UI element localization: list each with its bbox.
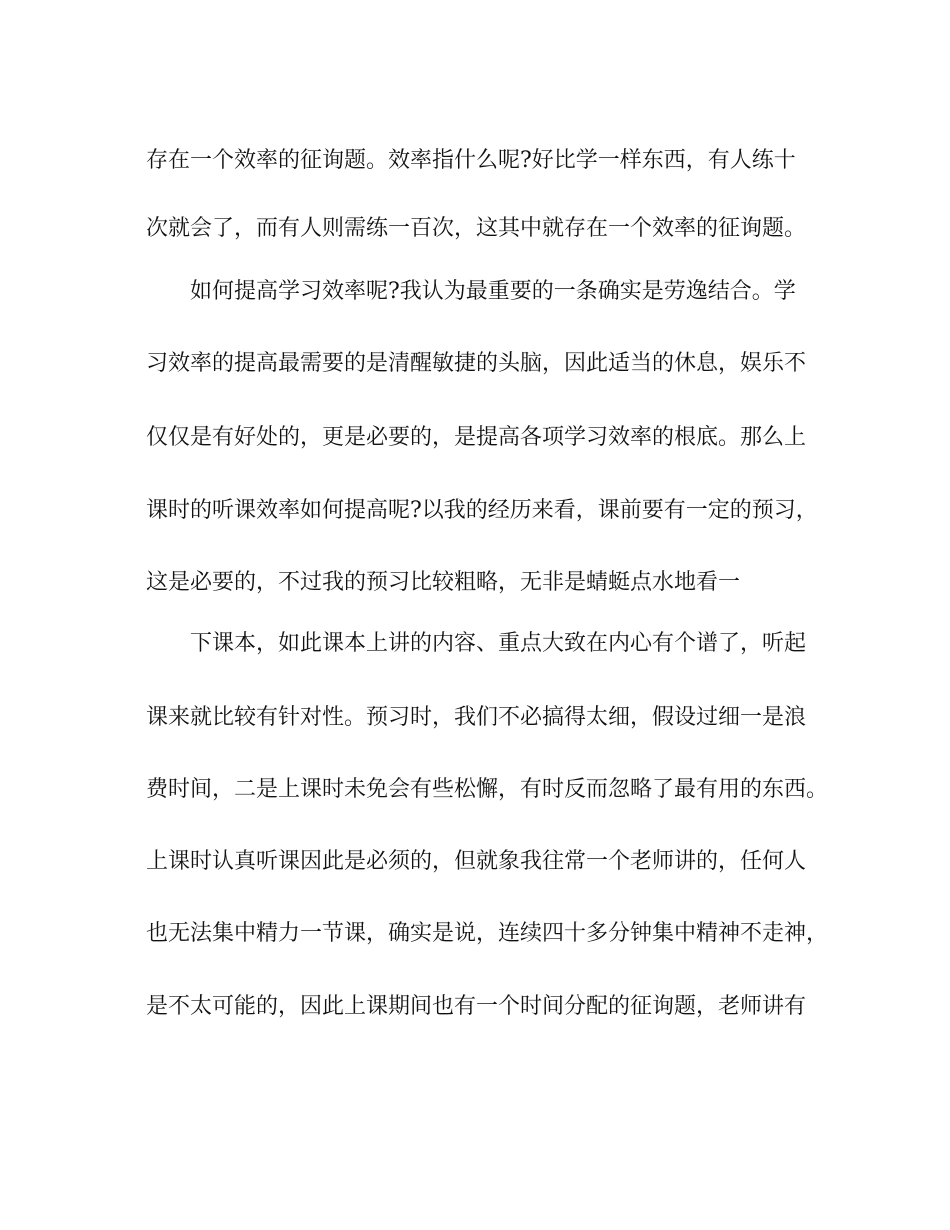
paragraph-start-line: 如何提高学习效率呢?我认为最重要的一条确实是劳逸结合。学	[190, 279, 796, 304]
text-line: 课来就比较有针对性。预习时，我们不必搞得太细，假设过细一是浪	[146, 705, 807, 730]
text-line: 费时间，二是上课时未免会有些松懈，有时反而忽略了最有用的东西。	[146, 777, 829, 802]
text-line: 课时的听课效率如何提高呢?以我的经历来看，课前要有一定的预习，	[146, 498, 818, 523]
text-line: 仅仅是有好处的，更是必要的，是提高各项学习效率的根底。那么上	[146, 425, 807, 450]
text-line: 这是必要的，不过我的预习比较粗略，无非是蜻蜓点水地看一	[146, 570, 741, 595]
text-line: 上课时认真听课因此是必须的，但就象我往常一个老师讲的，任何人	[146, 849, 807, 874]
text-line: 是不太可能的，因此上课期间也有一个时间分配的征询题，老师讲有	[146, 994, 807, 1019]
text-line: 存在一个效率的征询题。效率指什么呢?好比学一样东西，有人练十	[146, 148, 796, 173]
text-line: 次就会了，而有人则需练一百次，这其中就存在一个效率的征询题。	[146, 216, 807, 241]
text-line: 习效率的提高最需要的是清醒敏捷的头脑，因此适当的休息，娱乐不	[146, 351, 807, 376]
paragraph-start-line: 下课本，如此课本上讲的内容、重点大致在内心有个谱了，听起	[190, 631, 807, 656]
text-line: 也无法集中精力一节课，确实是说，连续四十多分钟集中精神不走神，	[146, 921, 829, 946]
